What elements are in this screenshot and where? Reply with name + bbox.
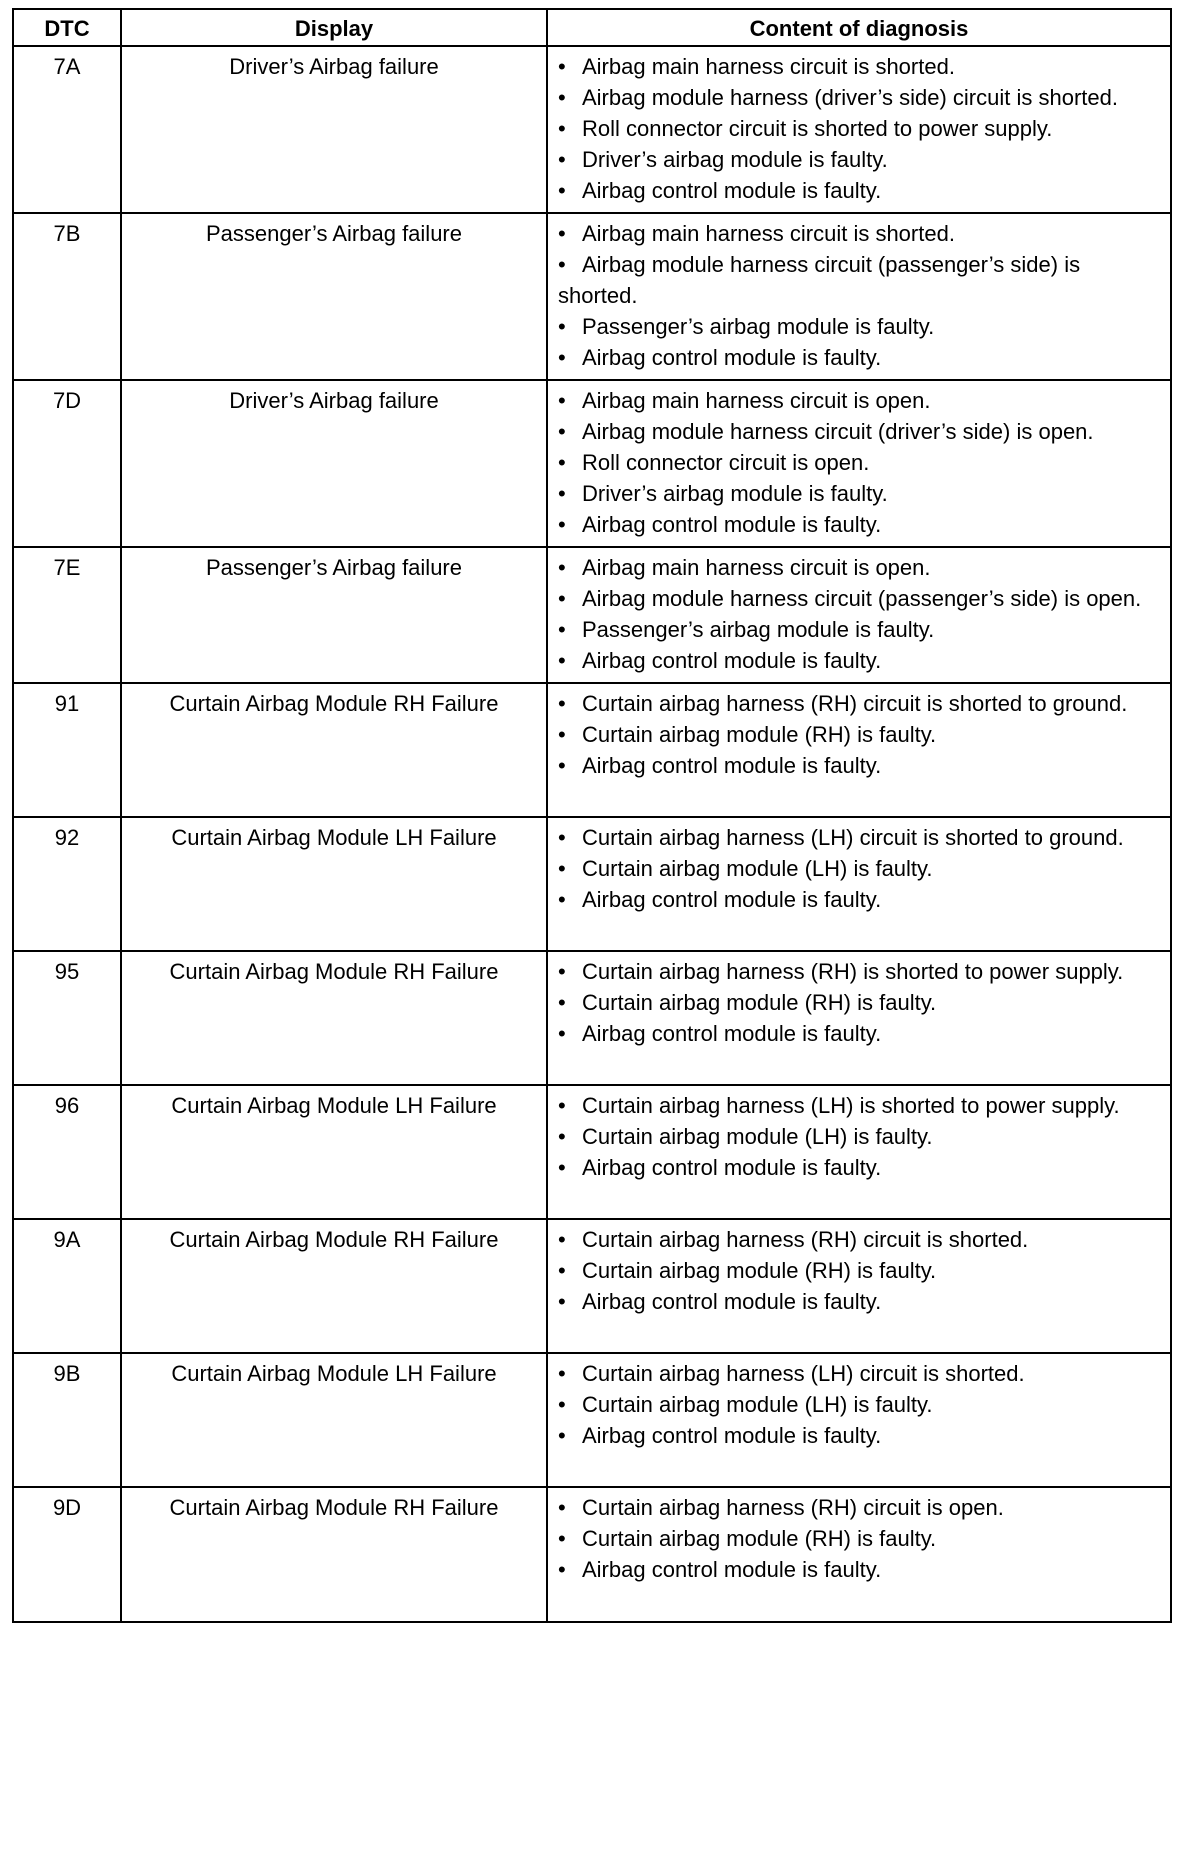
diagnosis-item bbox=[558, 218, 1164, 249]
diagnosis-text: Curtain airbag harness (RH) is shorted to power supply. bbox=[582, 959, 1124, 984]
table-row bbox=[13, 1487, 1171, 1622]
diagnosis-item bbox=[558, 1554, 1164, 1585]
diagnosis-item bbox=[558, 416, 1164, 447]
bullet-icon: • bbox=[558, 1423, 566, 1448]
bullet-icon: • bbox=[558, 722, 566, 747]
diagnosis-text: Airbag module harness circuit (passenger’s side) is shorted. bbox=[558, 252, 1081, 308]
diagnosis-item bbox=[558, 1255, 1164, 1286]
table-row bbox=[13, 1353, 1171, 1487]
diagnosis-text: Roll connector circuit is shorted to power supply. bbox=[582, 116, 1053, 141]
diagnosis-text: Airbag main harness circuit is open. bbox=[582, 555, 931, 580]
diagnosis-item bbox=[558, 884, 1164, 915]
diagnosis-text: Curtain airbag harness (RH) circuit is open. bbox=[582, 1495, 1004, 1520]
display-cell: Curtain Airbag Module LH Failure bbox=[121, 1353, 547, 1487]
dtc-code-cell: 7E bbox=[13, 547, 121, 683]
diagnosis-item bbox=[558, 853, 1164, 884]
diagnosis-cell bbox=[547, 683, 1171, 817]
diagnosis-item bbox=[558, 113, 1164, 144]
diagnosis-text: Airbag control module is faulty. bbox=[582, 512, 882, 537]
display-cell: Curtain Airbag Module RH Failure bbox=[121, 683, 547, 817]
diagnosis-item bbox=[558, 1224, 1164, 1255]
dtc-code-cell: 7B bbox=[13, 213, 121, 380]
display-cell: Curtain Airbag Module LH Failure bbox=[121, 817, 547, 951]
bullet-icon: • bbox=[558, 617, 566, 642]
header-display: Display bbox=[121, 9, 547, 46]
bullet-icon: • bbox=[558, 345, 566, 370]
diagnosis-item bbox=[558, 1121, 1164, 1152]
diagnosis-text: Curtain airbag harness (LH) is shorted to power supply. bbox=[582, 1093, 1120, 1118]
diagnosis-item bbox=[558, 1358, 1164, 1389]
dtc-code-cell: 92 bbox=[13, 817, 121, 951]
display-cell: Curtain Airbag Module RH Failure bbox=[121, 951, 547, 1085]
table-row bbox=[13, 213, 1171, 380]
bullet-icon: • bbox=[558, 586, 566, 611]
diagnosis-item bbox=[558, 1018, 1164, 1049]
diagnosis-item bbox=[558, 822, 1164, 853]
diagnosis-text: Passenger’s airbag module is faulty. bbox=[582, 314, 935, 339]
bullet-icon: • bbox=[558, 1258, 566, 1283]
diagnosis-item bbox=[558, 1523, 1164, 1554]
table-row bbox=[13, 1085, 1171, 1219]
bullet-icon: • bbox=[558, 481, 566, 506]
bullet-icon: • bbox=[558, 555, 566, 580]
diagnosis-item bbox=[558, 447, 1164, 478]
bullet-icon: • bbox=[558, 990, 566, 1015]
bullet-icon: • bbox=[558, 252, 566, 277]
diagnosis-text: Driver’s airbag module is faulty. bbox=[582, 147, 888, 172]
diagnosis-cell bbox=[547, 1353, 1171, 1487]
diagnosis-cell bbox=[547, 951, 1171, 1085]
table-row bbox=[13, 817, 1171, 951]
diagnosis-text: Airbag main harness circuit is shorted. bbox=[582, 54, 955, 79]
diagnosis-text: Curtain airbag module (RH) is faulty. bbox=[582, 1258, 937, 1283]
header-dtc: DTC bbox=[13, 9, 121, 46]
diagnosis-cell bbox=[547, 1085, 1171, 1219]
bullet-icon: • bbox=[558, 221, 566, 246]
bullet-icon: • bbox=[558, 419, 566, 444]
diagnosis-text: Curtain airbag module (LH) is faulty. bbox=[582, 856, 933, 881]
dtc-code-cell: 96 bbox=[13, 1085, 121, 1219]
diagnosis-text: Airbag main harness circuit is open. bbox=[582, 388, 931, 413]
diagnosis-text: Roll connector circuit is open. bbox=[582, 450, 870, 475]
diagnosis-text: Curtain airbag harness (RH) circuit is shorted. bbox=[582, 1227, 1029, 1252]
diagnosis-item bbox=[558, 509, 1164, 540]
bullet-icon: • bbox=[558, 116, 566, 141]
bullet-icon: • bbox=[558, 1557, 566, 1582]
dtc-code-cell: 9D bbox=[13, 1487, 121, 1622]
bullet-icon: • bbox=[558, 1093, 566, 1118]
diagnosis-text: Airbag control module is faulty. bbox=[582, 887, 882, 912]
diagnosis-item bbox=[558, 385, 1164, 416]
bullet-icon: • bbox=[558, 825, 566, 850]
display-cell: Curtain Airbag Module RH Failure bbox=[121, 1487, 547, 1622]
diagnosis-item bbox=[558, 1152, 1164, 1183]
bullet-icon: • bbox=[558, 450, 566, 475]
diagnosis-text: Airbag control module is faulty. bbox=[582, 1021, 882, 1046]
display-cell: Curtain Airbag Module RH Failure bbox=[121, 1219, 547, 1353]
diagnosis-text: Airbag control module is faulty. bbox=[582, 1557, 882, 1582]
diagnosis-text: Airbag control module is faulty. bbox=[582, 178, 882, 203]
diagnosis-text: Curtain airbag module (RH) is faulty. bbox=[582, 722, 937, 747]
diagnosis-cell bbox=[547, 547, 1171, 683]
diagnosis-text: Airbag control module is faulty. bbox=[582, 1423, 882, 1448]
diagnosis-text: Driver’s airbag module is faulty. bbox=[582, 481, 888, 506]
display-cell: Passenger’s Airbag failure bbox=[121, 213, 547, 380]
dtc-code-cell: 95 bbox=[13, 951, 121, 1085]
diagnosis-item bbox=[558, 750, 1164, 781]
diagnosis-item bbox=[558, 144, 1164, 175]
table-row bbox=[13, 683, 1171, 817]
diagnosis-cell bbox=[547, 46, 1171, 213]
table-row bbox=[13, 380, 1171, 547]
diagnosis-text: Airbag main harness circuit is shorted. bbox=[582, 221, 955, 246]
bullet-icon: • bbox=[558, 1155, 566, 1180]
bullet-icon: • bbox=[558, 959, 566, 984]
display-cell: Curtain Airbag Module LH Failure bbox=[121, 1085, 547, 1219]
bullet-icon: • bbox=[558, 512, 566, 537]
diagnosis-item bbox=[558, 719, 1164, 750]
bullet-icon: • bbox=[558, 887, 566, 912]
diagnosis-text: Airbag control module is faulty. bbox=[582, 1155, 882, 1180]
diagnosis-item bbox=[558, 614, 1164, 645]
diagnosis-text: Curtain airbag module (RH) is faulty. bbox=[582, 990, 937, 1015]
bullet-icon: • bbox=[558, 178, 566, 203]
display-cell: Driver’s Airbag failure bbox=[121, 380, 547, 547]
diagnosis-text: Airbag control module is faulty. bbox=[582, 753, 882, 778]
diagnosis-text: Curtain airbag harness (LH) circuit is shorted to ground. bbox=[582, 825, 1124, 850]
bullet-icon: • bbox=[558, 147, 566, 172]
diagnosis-item bbox=[558, 249, 1164, 311]
diagnosis-text: Airbag module harness circuit (passenger’s side) is open. bbox=[582, 586, 1142, 611]
diagnosis-item bbox=[558, 552, 1164, 583]
bullet-icon: • bbox=[558, 856, 566, 881]
diagnosis-item bbox=[558, 645, 1164, 676]
diagnosis-text: Curtain airbag harness (LH) circuit is shorted. bbox=[582, 1361, 1025, 1386]
bullet-icon: • bbox=[558, 691, 566, 716]
diagnosis-text: Airbag module harness circuit (driver’s side) is open. bbox=[582, 419, 1094, 444]
bullet-icon: • bbox=[558, 1526, 566, 1551]
diagnosis-text: Airbag control module is faulty. bbox=[582, 648, 882, 673]
diagnosis-text: Curtain airbag module (LH) is faulty. bbox=[582, 1124, 933, 1149]
table-row bbox=[13, 1219, 1171, 1353]
bullet-icon: • bbox=[558, 1289, 566, 1314]
diagnosis-cell bbox=[547, 817, 1171, 951]
diagnosis-text: Curtain airbag module (RH) is faulty. bbox=[582, 1526, 937, 1551]
bullet-icon: • bbox=[558, 1392, 566, 1417]
dtc-code-cell: 9A bbox=[13, 1219, 121, 1353]
diagnosis-item bbox=[558, 583, 1164, 614]
display-cell: Driver’s Airbag failure bbox=[121, 46, 547, 213]
bullet-icon: • bbox=[558, 388, 566, 413]
diagnosis-item bbox=[558, 478, 1164, 509]
dtc-code-cell: 9B bbox=[13, 1353, 121, 1487]
diagnosis-cell bbox=[547, 1219, 1171, 1353]
diagnosis-item bbox=[558, 342, 1164, 373]
dtc-code-cell: 7A bbox=[13, 46, 121, 213]
diagnosis-item bbox=[558, 175, 1164, 206]
diagnosis-item bbox=[558, 688, 1164, 719]
table-row bbox=[13, 951, 1171, 1085]
diagnosis-item bbox=[558, 1420, 1164, 1451]
bullet-icon: • bbox=[558, 314, 566, 339]
bullet-icon: • bbox=[558, 648, 566, 673]
bullet-icon: • bbox=[558, 1227, 566, 1252]
bullet-icon: • bbox=[558, 85, 566, 110]
diagnosis-item bbox=[558, 987, 1164, 1018]
diagnosis-item bbox=[558, 51, 1164, 82]
bullet-icon: • bbox=[558, 753, 566, 778]
diagnosis-text: Airbag control module is faulty. bbox=[582, 1289, 882, 1314]
dtc-code-cell: 7D bbox=[13, 380, 121, 547]
diagnosis-item bbox=[558, 1389, 1164, 1420]
table-header bbox=[13, 9, 1171, 46]
table-row bbox=[13, 46, 1171, 213]
bullet-icon: • bbox=[558, 1361, 566, 1386]
diagnosis-item bbox=[558, 82, 1164, 113]
diagnosis-item bbox=[558, 1090, 1164, 1121]
diagnosis-text: Airbag control module is faulty. bbox=[582, 345, 882, 370]
diagnosis-text: Curtain airbag harness (RH) circuit is shorted to ground. bbox=[582, 691, 1128, 716]
diagnosis-item bbox=[558, 1492, 1164, 1523]
diagnosis-item bbox=[558, 311, 1164, 342]
table-row bbox=[13, 547, 1171, 683]
diagnosis-item bbox=[558, 956, 1164, 987]
display-cell: Passenger’s Airbag failure bbox=[121, 547, 547, 683]
dtc-table bbox=[12, 8, 1172, 1623]
bullet-icon: • bbox=[558, 1495, 566, 1520]
diagnosis-cell bbox=[547, 213, 1171, 380]
header-row bbox=[13, 9, 1171, 46]
diagnosis-text: Airbag module harness (driver’s side) circuit is shorted. bbox=[582, 85, 1118, 110]
dtc-code-cell: 91 bbox=[13, 683, 121, 817]
bullet-icon: • bbox=[558, 54, 566, 79]
diagnosis-cell bbox=[547, 380, 1171, 547]
bullet-icon: • bbox=[558, 1021, 566, 1046]
bullet-icon: • bbox=[558, 1124, 566, 1149]
diagnosis-text: Curtain airbag module (LH) is faulty. bbox=[582, 1392, 933, 1417]
diagnosis-text: Passenger’s airbag module is faulty. bbox=[582, 617, 935, 642]
diagnosis-cell bbox=[547, 1487, 1171, 1622]
diagnosis-item bbox=[558, 1286, 1164, 1317]
table-body bbox=[13, 46, 1171, 1622]
header-content: Content of diagnosis bbox=[547, 9, 1171, 46]
